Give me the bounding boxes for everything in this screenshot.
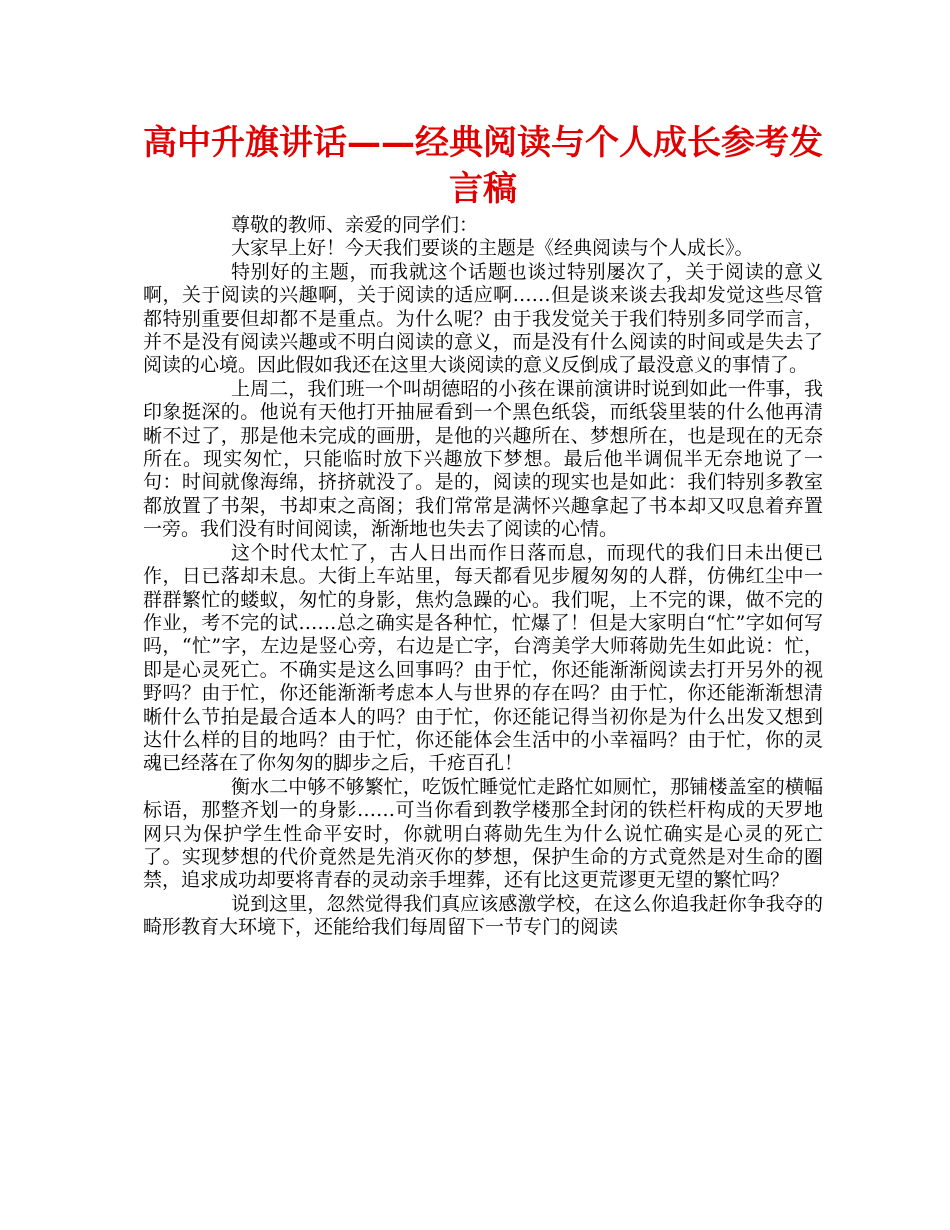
paragraph-4: 这个时代太忙了，古人日出而作日落而息，而现代的我们日未出便已作，日已落却未息。大街上车站里，每天都看见步履匆匆的人群，仿佛红尘中一群群繁忙的蝼蚁，匆忙的身影，焦灼急躁的心。我们呢，上不完的课，做不完的作业，考不完的试……总之确实是各种忙，忙爆了！但是大家明白“忙”字如何写吗，“忙”字，左边是竖心旁，右边是亡字，台湾美学大师蒋勋先生如此说：忙，即是心灵死亡。不确实是这么回事吗？由于忙，你还能渐渐阅读去打开另外的视野吗？由于忙，你还能渐渐考虑本人与世界的存在吗？由于忙，你还能渐渐想清晰什么节拍是最合适本人的吗？由于忙，你还能记得当初你是为什么出发又想到达什么样的目的地吗？由于忙，你还能体会生活中的小幸福吗？由于忙，你的灵魂已经落在了你匆匆的脚步之后，千疮百孔！ bbox=[143, 541, 823, 775]
salutation: 尊敬的教师、亲爱的同学们： bbox=[231, 214, 479, 236]
paragraph-1: 大家早上好！今天我们要谈的主题是《经典阅读与个人成长》。 bbox=[231, 237, 754, 260]
paragraph-6: 说到这里，忽然觉得我们真应该感激学校，在这么你追我赶你争我夺的畸形教育大环境下，还能给我们每周留下一节专门的阅读 bbox=[143, 892, 823, 939]
document-page bbox=[143, 120, 823, 940]
document-title: 高中升旗讲话——经典阅读与个人成长参考发言稿 bbox=[143, 123, 823, 209]
paragraph-2: 特别好的主题，而我就这个话题也谈过特别屡次了，关于阅读的意义啊，关于阅读的兴趣啊，关于阅读的适应啊……但是谈来谈去我却发觉这些尽管都特别重要但却都不是重点。为什么呢？由于我发觉关于我们特别多同学而言，并不是没有阅读兴趣或不明白阅读的意义，而是没有什么阅读的时间或是失去了阅读的心境。因此假如我还在这里大谈阅读的意义反倒成了最没意义的事情了。 bbox=[143, 260, 823, 377]
paragraph-5: 衡水二中够不够繁忙，吃饭忙睡觉忙走路忙如厕忙，那铺楼盖室的横幅标语，那整齐划一的身影……可当你看到教学楼那全封闭的铁栏杆构成的天罗地网只为保护学生性命平安时，你就明白蒋勋先生为什么说忙确实是心灵的死亡了。实现梦想的代价竟然是先消灭你的梦想，保护生命的方式竟然是对生命的圈禁，追求成功却要将青春的灵动亲手埋葬，还有比这更荒谬更无望的繁忙吗？ bbox=[143, 775, 823, 892]
paragraph-3: 上周二，我们班一个叫胡德昭的小孩在课前演讲时说到如此一件事，我印象挺深的。他说有天他打开抽屉看到一个黑色纸袋，而纸袋里装的什么他再清晰不过了，那是他未完成的画册，是他的兴趣所在、梦想所在，也是现在的无奈所在。现实匆忙，只能临时放下兴趣放下梦想。最后他半调侃半无奈地说了一句：时间就像海绵，挤挤就没了。是的，阅读的现实也是如此：我们特别多教室都放置了书架，书却束之高阁；我们常常是满怀兴趣拿起了书本却又叹息着弃置一旁。我们没有时间阅读，渐渐地也失去了阅读的心情。 bbox=[143, 377, 823, 541]
document-body bbox=[143, 214, 823, 940]
